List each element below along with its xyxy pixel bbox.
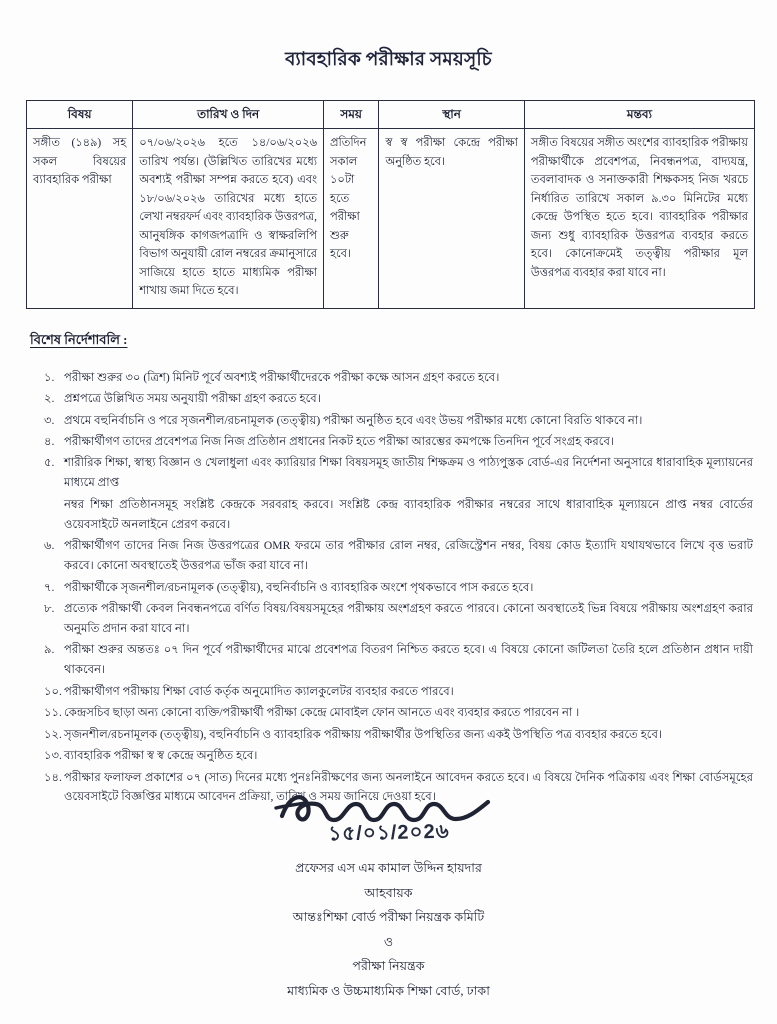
instruction-item	[30, 640, 759, 680]
instruction-text: কেন্দ্রসচিব ছাড়া অন্য কোনো ব্যক্তি/পরীক্ষার্থী পরীক্ষা কেন্দ্রে মোবাইল ফোন আনতে এবং ব্যবহার করতে পারবেন না ।	[64, 706, 580, 720]
instruction-text: নম্বর শিক্ষা প্রতিষ্ঠানসমূহ সংশ্লিষ্ট কেন্দ্রকে সরবরাহ করবে। সংশ্লিষ্ট কেন্দ্র ব্যাবহারিক পরীক্ষার নম্বরের সাথে ধারাবাহিক মূল্যায়নে প্রাপ্ত নম্বর বোর্ডের ওয়েবসাইটে অনলাইনে প্রেরণ করবে।	[64, 497, 753, 531]
signatory-conjunction: ও	[383, 934, 394, 949]
instruction-item	[30, 746, 759, 766]
instruction-item	[30, 453, 759, 493]
signatory-board: মাধ্যমিক ও উচ্চমাধ্যমিক শিক্ষা বোর্ড, ঢাকা	[287, 983, 490, 998]
cell-remarks: সঙ্গীত বিষয়ের সঙ্গীত অংশের ব্যাবহারিক পরীক্ষায় পরীক্ষার্থীকে প্রবেশপত্র, নিবন্ধনপত্র, বাদ্যযন্ত্র, তবলাবাদক ও সনাক্তকারী শিক্ষকসহ নিজ খরচে নির্ধারিত তারিখে সকাল ৯.৩০ মিনিটের মধ্যে কেন্দ্রে উপস্থিত হতে হবে। ব্যাবহারিক পরীক্ষার জন্য শুধু ব্যাবহারিক উত্তরপত্র ব্যবহার করতে হবে। কোনোক্রমেই তত্ত্বীয় পরীক্ষার মূল উত্তরপত্র ব্যবহার করা যাবে না।	[524, 129, 754, 308]
instruction-number: ১০.	[44, 684, 62, 698]
instruction-text: পরীক্ষা শুরুর অন্ততঃ ০৭ দিন পূর্বে পরীক্ষার্থীদের মাঝে প্রবেশপত্র বিতরণ নিশ্চিত করতে হবে। এ বিষয়ে কোনো জটিলতা তৈরি হলে প্রতিষ্ঠান প্রধান দায়ী থাকবেন।	[64, 643, 753, 677]
instruction-number: ১.	[44, 370, 55, 384]
instruction-number: ৯.	[44, 643, 55, 657]
instruction-item	[30, 495, 759, 535]
instruction-text: পরীক্ষার্থীগণ পরীক্ষায় শিক্ষা বোর্ড কর্তৃক অনুমোদিত ক্যালকুলেটর ব্যবহার করতে পারবে।	[64, 684, 454, 698]
instructions-list	[30, 368, 759, 808]
page-title: ব্যাবহারিক পরীক্ষার সময়সূচি	[285, 50, 492, 70]
column-header-time: সময়	[324, 101, 379, 129]
instruction-number: ৬.	[44, 539, 55, 553]
instruction-number: ১১.	[44, 706, 62, 720]
instruction-number: ১৩.	[44, 749, 62, 763]
instruction-text: শারীরিক শিক্ষা, স্বাস্থ্য বিজ্ঞান ও খেলাধুলা এবং ক্যারিয়ার শিক্ষা বিষয়সমূহ জাতীয় শিক্ষক্রম ও পাঠ্যপুস্তক বোর্ড-এর নির্দেশনা অনুসারে ধারাবাহিক মূল্যায়নের মাধ্যমে প্রাপ্ত	[64, 456, 753, 490]
signature-block	[0, 786, 777, 1003]
instruction-text: প্রত্যেক পরীক্ষার্থী কেবল নিবন্ধনপত্রে বর্ণিত বিষয়/বিষয়সমূহের পরীক্ষায় অংশগ্রহণ করতে পারবে। কোনো অবস্থাতেই ভিন্ন বিষয়ে পরীক্ষায় অংশগ্রহণ করার অনুমতি প্রদান করা যাবে না।	[64, 602, 753, 635]
instruction-item	[30, 682, 759, 702]
instruction-text: সৃজনশীল/রচনামূলক (তত্ত্বীয়), বহুনির্বাচনি ও ব্যাবহারিক পরীক্ষায় পরীক্ষার্থীর উপস্থিতির জন্য একই উপস্থিতি পত্র ব্যবহার করতে হবে।	[64, 727, 663, 741]
instruction-item	[30, 536, 759, 576]
instruction-text: পরীক্ষার্থীকে সৃজনশীল/রচনামূলক (তত্ত্বীয়), বহুনির্বাচনি ও ব্যাবহারিক অংশে পৃথকভাবে পাস করতে হবে।	[64, 580, 534, 594]
instruction-text: পরীক্ষার্থীগণ তাদের নিজ নিজ উত্তরপত্রের OMR ফরমে তার পরীক্ষার রোল নম্বর, রেজিস্ট্রেশন নম্বর, বিষয় কোড ইত্যাদি যথাযথভাবে লিখে বৃত্ত ভরাট করবে। কোনো অবস্থাতেই উত্তরপত্র ভাঁজ করা যাবে না।	[64, 539, 753, 573]
instruction-item	[30, 725, 759, 745]
instruction-number: ৫.	[44, 456, 55, 470]
signatory-committee: আন্তঃশিক্ষা বোর্ড পরীক্ষা নিয়ন্ত্রক কমিটি	[292, 910, 485, 925]
instruction-text: প্রথমে বহুনির্বাচনি ও পরে সৃজনশীল/রচনামূলক (তত্ত্বীয়) পরীক্ষা অনুষ্ঠিত হবে এবং উভয় পরীক্ষার মধ্যে কোনো বিরতি থাকবে না।	[64, 413, 643, 427]
cell-date: ০৭/০৬/২০২৬ হতে ১৪/০৬/২০২৬ তারিখ পর্যন্ত। (উল্লিখিত তারিখের মধ্যে অবশ্যই পরীক্ষা সম্পন্ন করতে হবে) এবং ১৮/০৬/২০২৬ তারিখের মধ্যে হাতে লেখা নম্বরফর্দ এবং ব্যাবহারিক উত্তরপত্র, আনুষঙ্গিক কাগজপত্রাদি ও স্বাক্ষরলিপি বিভাগ অনুযায়ী রোল নম্বরের ক্রমানুসারে সাজিয়ে হাতে হাতে মাধ্যমিক পরীক্ষা শাখায় জমা দিতে হবে।	[133, 129, 324, 308]
table-header-row	[27, 101, 755, 129]
signature-date: ১৫/০১/2০2৬	[327, 820, 450, 846]
column-header-subject: বিষয়	[27, 101, 133, 129]
signatory-name: প্রফেসর এস এম কামাল উদ্দিন হায়দার	[295, 861, 482, 875]
instruction-number: ২.	[44, 392, 55, 406]
cell-place: স্ব স্ব পরীক্ষা কেন্দ্রে পরীক্ষা অনুষ্ঠিত হবে।	[379, 129, 525, 308]
signatory-designation: পরীক্ষা নিয়ন্ত্রক	[352, 959, 425, 974]
handwritten-signature	[264, 786, 514, 848]
instruction-number: ১৪.	[44, 770, 62, 784]
instruction-item	[30, 389, 759, 409]
column-header-date: তারিখ ও দিন	[133, 101, 324, 129]
instruction-number: ১২.	[44, 727, 62, 741]
instruction-item	[30, 703, 759, 723]
instruction-text: ব্যাবহারিক পরীক্ষা স্ব স্ব কেন্দ্রে অনুষ্ঠিত হবে।	[64, 749, 258, 763]
instruction-number: ৪.	[44, 435, 55, 449]
instruction-item	[30, 578, 759, 598]
instruction-item	[30, 368, 759, 388]
cell-time: প্রতিদিন সকাল ১০টা হতে পরীক্ষা শুরু হবে।	[324, 129, 379, 308]
instruction-item	[30, 432, 759, 452]
column-header-place: স্থান	[379, 101, 525, 129]
table-body	[27, 129, 755, 308]
instruction-text: পরীক্ষার ফলাফল প্রকাশের ০৭ (সাত) দিনের মধ্যে পুনঃনিরীক্ষণের জন্য অনলাইনে আবেদন করতে হবে। এ বিষয়ে দৈনিক পত্রিকায় এবং শিক্ষা বোর্ডসমূহের ওয়েবসাইটে বিজ্ঞপ্তির মাধ্যমে আবেদন প্রক্রিয়া, তারিখ ও সময় জানিয়ে দেওয়া হবে।	[64, 770, 753, 804]
instruction-text: পরীক্ষার্থীগণ তাদের প্রবেশপত্র নিজ নিজ প্রতিষ্ঠান প্রধানের নিকট হতে পরীক্ষা আরম্ভের কমপক্ষে তিনদিন পূর্বে সংগ্রহ করবে।	[64, 435, 615, 449]
instruction-text: প্রশ্নপত্রে উল্লিখিত সময় অনুযায়ী পরীক্ষা গ্রহণ করতে হবে।	[64, 392, 321, 406]
instruction-number: ৩.	[44, 413, 55, 427]
instructions-heading: বিশেষ নির্দেশাবলি :	[30, 331, 128, 347]
table-header	[27, 101, 755, 129]
table-row	[27, 129, 755, 308]
signatory-role: আহবায়ক	[364, 885, 413, 900]
routine-table	[26, 100, 755, 309]
routine-table-container	[26, 100, 755, 309]
signatory-details	[0, 856, 777, 1003]
instruction-number: ৭.	[44, 580, 55, 594]
instruction-item	[30, 411, 759, 431]
instruction-number: ৮.	[44, 602, 55, 616]
instruction-item	[30, 599, 759, 639]
instruction-text: পরীক্ষা শুরুর ৩০ (ত্রিশ) মিনিট পূর্বে অবশ্যই পরীক্ষার্থীদেরকে পরীক্ষা কক্ষে আসন গ্রহণ করতে হবে।	[64, 370, 500, 384]
instructions-section	[30, 331, 759, 808]
column-header-remarks: মন্তব্য	[524, 101, 754, 129]
cell-subject: সঙ্গীত (১৪৯) সহ সকল বিষয়ের ব্যাবহারিক পরীক্ষা	[27, 129, 133, 308]
